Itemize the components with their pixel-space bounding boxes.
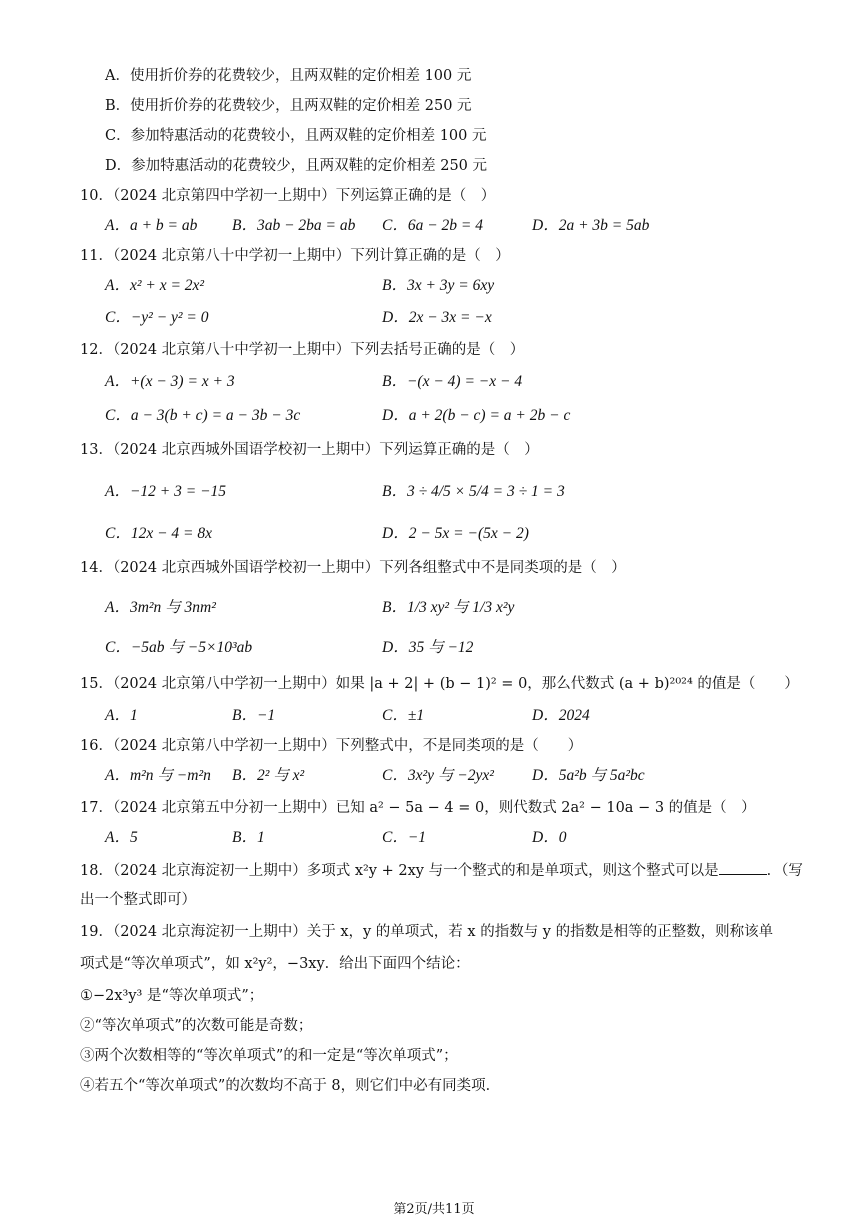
q9-option-d: D．参加特惠活动的花费较少，且两双鞋的定价相差 250 元 [105, 158, 488, 174]
q15-stem: 15．（2024 北京第八中学初一上期中）如果 |a + 2| + (b − 1)² = 0，那么代数式 (a + b)²⁰²⁴ 的值是（ ） [80, 676, 799, 692]
q12-option-b: B．−(x − 4) = −x − 4 [382, 373, 523, 390]
q15-option-b: B．−1 [232, 707, 276, 724]
q15-option-d: D．2024 [532, 707, 590, 724]
q17-option-b: B．1 [232, 829, 265, 846]
q10-stem: 10．（2024 北京第四中学初一上期中）下列运算正确的是（ ） [80, 188, 496, 204]
q17-option-c: C．−1 [382, 829, 427, 846]
q14-option-c: C．−5ab 与 −5×10³ab [105, 639, 253, 656]
q19-line1: 19．（2024 北京海淀初一上期中）关于 x，y 的单项式，若 x 的指数与 y 的指数是相等的正整数，则称该单 [80, 924, 774, 940]
q19-line2: 项式是“等次单项式”，如 x²y²，−3xy．给出下面四个结论： [80, 956, 470, 972]
q13-stem: 13．（2024 北京西城外国语学校初一上期中）下列运算正确的是（ ） [80, 442, 539, 458]
q12-option-c: C．a − 3(b + c) = a − 3b − 3c [105, 407, 301, 424]
q17-stem: 17．（2024 北京第五中分初一上期中）已知 a² − 5a − 4 = 0，则代数式 2a² − 10a − 3 的值是（ ） [80, 800, 756, 816]
q10-option-b: B．3ab − 2ba = ab [232, 217, 356, 234]
answer-blank[interactable] [719, 860, 767, 875]
q16-option-a: A．m²n 与 −m²n [105, 767, 211, 784]
q9-option-c: C．参加特惠活动的花费较小，且两双鞋的定价相差 100 元 [105, 128, 487, 144]
q13-option-d: D．2 − 5x = −(5x − 2) [382, 525, 529, 542]
q19-item-1: ①−2x³y³ 是“等次单项式”； [80, 988, 264, 1004]
q16-option-c: C．3x²y 与 −2yx² [382, 767, 494, 784]
q18-line2: 出一个整式即可） [80, 892, 196, 908]
q18-text-end: ．（写 [766, 863, 803, 879]
q18-line1 [80, 860, 803, 881]
q13-option-b: B．3 ÷ 4/5 × 5/4 = 3 ÷ 1 = 3 [382, 483, 565, 500]
q16-option-b: B．2² 与 x² [232, 767, 305, 784]
q17-option-a: A．5 [105, 829, 138, 846]
q14-stem: 14．（2024 北京西城外国语学校初一上期中）下列各组整式中不是同类项的是（ ） [80, 560, 626, 576]
q16-stem: 16．（2024 北京第八中学初一上期中）下列整式中，不是同类项的是（ ） [80, 738, 583, 754]
q12-option-d: D．a + 2(b − c) = a + 2b − c [382, 407, 571, 424]
q13-option-c: C．12x − 4 = 8x [105, 525, 213, 542]
q12-option-a: A．+(x − 3) = x + 3 [105, 373, 235, 390]
q11-option-b: B．3x + 3y = 6xy [382, 277, 495, 294]
page-number: 第2页/共11页 [393, 1202, 475, 1217]
q15-option-a: A．1 [105, 707, 138, 724]
q10-option-d: D．2a + 3b = 5ab [532, 217, 650, 234]
q16-option-d: D．5a²b 与 5a²bc [532, 767, 645, 784]
q18-text: 18．（2024 北京海淀初一上期中）多项式 x²y + 2xy 与一个整式的和是单项式，则这个整式可以是 [80, 863, 719, 879]
q11-option-c: C．−y² − y² = 0 [105, 309, 209, 326]
q9-option-a: A．使用折价券的花费较少，且两双鞋的定价相差 100 元 [105, 68, 472, 84]
q12-stem: 12．（2024 北京第八十中学初一上期中）下列去括号正确的是（ ） [80, 342, 525, 358]
q10-option-c: C．6a − 2b = 4 [382, 217, 484, 234]
q10-option-a: A．a + b = ab [105, 217, 198, 234]
q19-item-2: ②“等次单项式”的次数可能是奇数； [80, 1018, 313, 1034]
q19-item-3: ③两个次数相等的“等次单项式”的和一定是“等次单项式”； [80, 1048, 458, 1064]
q13-option-a: A．−12 + 3 = −15 [105, 483, 227, 500]
q11-option-d: D．2x − 3x = −x [382, 309, 492, 326]
q14-option-d: D．35 与 −12 [382, 639, 474, 656]
q14-option-b: B．1/3 xy² 与 1/3 x²y [382, 599, 515, 616]
q9-option-b: B．使用折价券的花费较少，且两双鞋的定价相差 250 元 [105, 98, 472, 114]
q19-item-4: ④若五个“等次单项式”的次数均不高于 8，则它们中必有同类项． [80, 1078, 501, 1094]
q11-option-a: A．x² + x = 2x² [105, 277, 205, 294]
q15-option-c: C．±1 [382, 707, 425, 724]
q11-stem: 11．（2024 北京第八十中学初一上期中）下列计算正确的是（ ） [80, 248, 510, 264]
q14-option-a: A．3m²n 与 3nm² [105, 599, 216, 616]
q17-option-d: D．0 [532, 829, 567, 846]
